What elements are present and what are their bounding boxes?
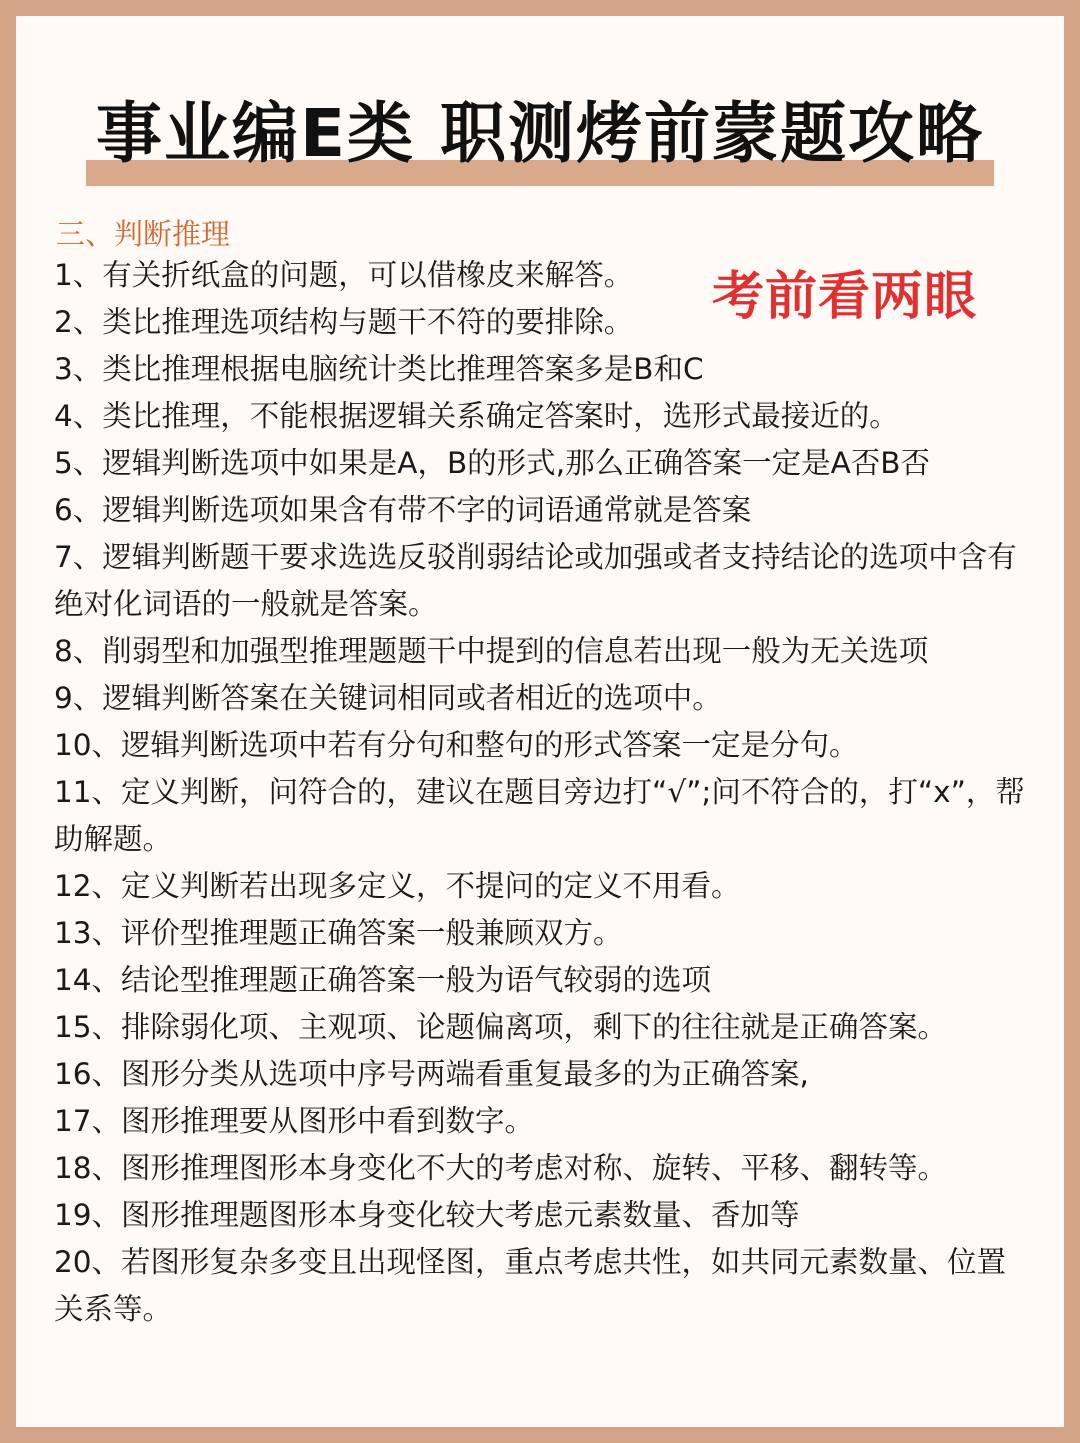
list-item: 5、逻辑判断选项中如果是A，B的形式,那么正确答案一定是A否B否 bbox=[54, 446, 930, 480]
list-item: 18、图形推理图形本身变化不大的考虑对称、旋转、平移、翻转等。 bbox=[54, 1151, 948, 1185]
tips-list bbox=[54, 252, 1034, 1333]
section-heading: 三、判断推理 bbox=[56, 217, 231, 251]
list-item: 6、逻辑判断选项如果含有带不字的词语通常就是答案 bbox=[54, 493, 752, 527]
page-title: 事业编E类 职测烤前蒙题攻略 bbox=[95, 95, 985, 172]
list-item: 14、结论型推理题正确答案一般为语气较弱的选项 bbox=[54, 963, 712, 997]
list-item: 8、削弱型和加强型推理题题干中提到的信息若出现一般为无关选项 bbox=[54, 634, 929, 668]
list-item: 11、定义判断，问符合的，建议在题目旁边打“√”;问不符合的，打“x”，帮助解题。 bbox=[54, 775, 1025, 856]
list-item: 10、逻辑判断选项中若有分句和整句的形式答案一定是分句。 bbox=[54, 728, 859, 762]
list-item: 4、类比推理，不能根据逻辑关系确定答案时，选形式最接近的。 bbox=[54, 399, 899, 433]
list-item: 19、图形推理题图形本身变化较大考虑元素数量、香加等 bbox=[54, 1198, 800, 1232]
list-item: 3、类比推理根据电脑统计类比推理答案多是B和C bbox=[54, 352, 704, 386]
list-item: 1、有关折纸盒的问题，可以借橡皮来解答。 bbox=[54, 258, 634, 292]
content-card bbox=[16, 16, 1064, 1427]
list-item: 17、图形推理要从图形中看到数字。 bbox=[54, 1104, 535, 1138]
list-item: 16、图形分类从选项中序号两端看重复最多的为正确答案, bbox=[54, 1057, 809, 1091]
red-stamp-text: 考前看两眼 bbox=[712, 266, 978, 327]
list-item: 20、若图形复杂多变且出现怪图，重点考虑共性，如共同元素数量、位置关系等。 bbox=[54, 1245, 1007, 1326]
list-item: 2、类比推理选项结构与题干不符的要排除。 bbox=[54, 305, 634, 339]
list-item: 12、定义判断若出现多定义，不提问的定义不用看。 bbox=[54, 869, 741, 903]
list-item: 9、逻辑判断答案在关键词相同或者相近的选项中。 bbox=[54, 681, 722, 715]
list-item: 13、评价型推理题正确答案一般兼顾双方。 bbox=[54, 916, 623, 950]
list-item: 7、逻辑判断题干要求选选反驳削弱结论或加强或者支持结论的选项中含有绝对化词语的一般就是答案。 bbox=[54, 540, 1017, 621]
list-item: 15、排除弱化项、主观项、论题偏离项，剩下的往往就是正确答案。 bbox=[54, 1010, 948, 1044]
